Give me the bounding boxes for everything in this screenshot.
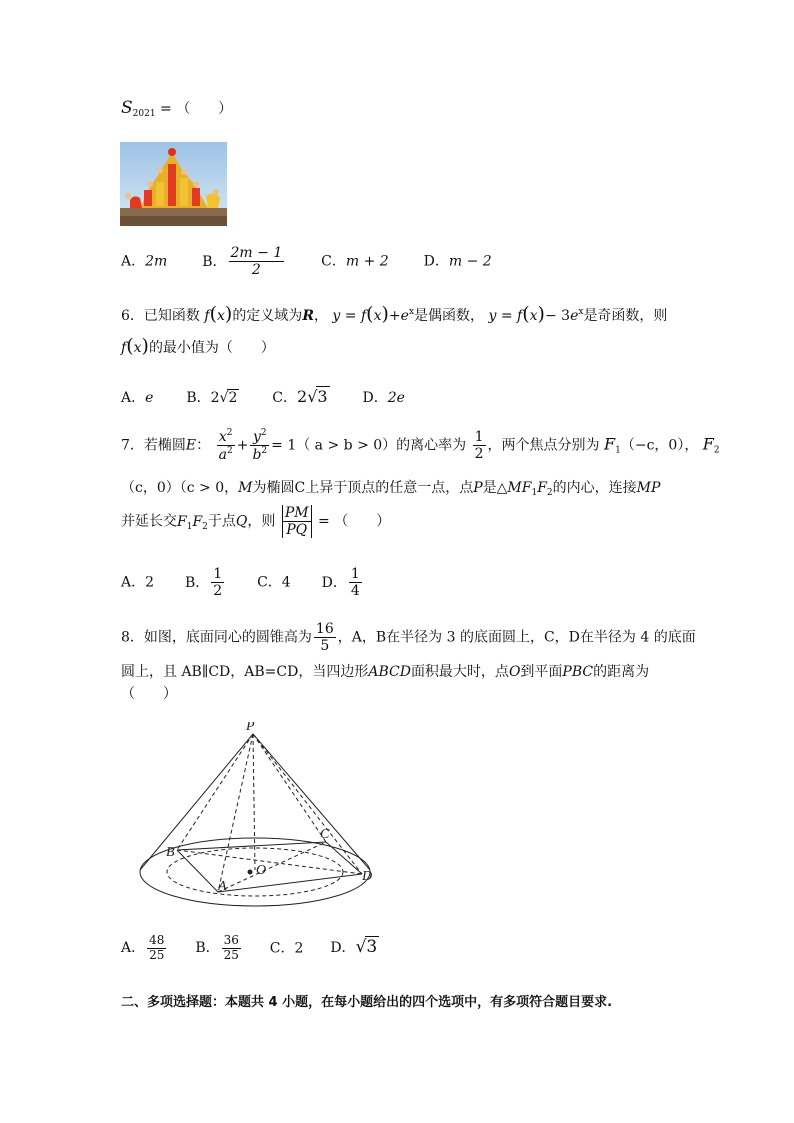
q6-option-c: C．2√3 xyxy=(272,387,328,406)
q5-option-c: C．m + 2 xyxy=(321,253,389,270)
q6-option-b: B．2√2 xyxy=(186,390,238,406)
q7-line3: 并延长交$F_1F_2$于点Q，则 $\frac{PM}{PQ}$ = （ ） xyxy=(121,505,391,539)
q6-option-d: D．2e xyxy=(362,390,405,406)
label-a: A xyxy=(218,879,227,894)
q8-line3: （ ） xyxy=(121,686,177,702)
q7-line2: （c，0）（c > 0，M为椭圆C上异于顶点的任意一点，点P是$\triangle MF_1F_2$的内心，连接MP xyxy=(121,480,661,498)
q8-line2: 圆上，且 AB∥CD，AB=CD，当四边形ABCD面积最大时，点O到平面PBC的距离为 xyxy=(121,664,650,680)
acrobatics-photo xyxy=(120,142,227,226)
q5-option-d: D．m − 2 xyxy=(423,253,492,270)
q6-line1: 6．已知函数 f(x)的定义域为R， $y = f(x)+e^x$是偶函数， $y = f(x)- 3e^x$是奇函数，则 xyxy=(121,303,668,325)
q8-options xyxy=(121,934,379,963)
q7-options xyxy=(121,566,364,599)
label-o: O xyxy=(256,863,267,878)
cone-right-edge xyxy=(253,734,370,870)
q6-options xyxy=(121,386,405,407)
cone-left-edge xyxy=(140,734,253,870)
q6-line2: f(x)的最小值为（ ） xyxy=(121,335,275,357)
s-subscript: 2021 xyxy=(132,109,156,119)
q5-blank: = （ ） xyxy=(155,101,233,117)
q8-option-a: A． $\frac{48}{25}$ xyxy=(121,933,165,962)
label-d: D xyxy=(362,869,373,884)
q5-stem xyxy=(121,98,232,119)
q5-option-a: A．2m xyxy=(121,253,168,270)
q5-option-b: B． $\frac{2m - 1}{2}$ xyxy=(202,245,283,279)
q7-line1: 7．若椭圆E： $\frac{x^2}{a^2}$ + $\frac{y^2}{b^2}$ = 1（ a > b > 0）的离心率为 $\frac{1}{2}$ ，两个焦点分别为 $F_1(-c$，0）， $F_2$ xyxy=(121,428,720,464)
s-symbol: S xyxy=(121,98,133,118)
q7-option-b: B． $\frac{1}{2}$ xyxy=(184,566,223,600)
q7-option-c: C．4 xyxy=(257,574,291,591)
cone-figure xyxy=(130,722,390,912)
q5-options xyxy=(121,245,492,278)
label-p: P xyxy=(246,722,255,734)
q8-option-b: B． $\frac{36}{25}$ xyxy=(195,933,239,962)
label-c: C xyxy=(320,827,330,842)
q6-option-a: A．e xyxy=(121,390,154,406)
q8-option-c: C．2 xyxy=(269,940,304,957)
section-2-heading: 二、多项选择题：本题共 4 小题，在每小题给出的四个选项中，有多项符合题目要求. xyxy=(121,995,613,1010)
q7-option-d: D． $\frac{1}{4}$ xyxy=(321,566,360,600)
q8-option-d: D．√3 xyxy=(330,937,378,958)
q8-line1: 8．如图，底面同心的圆锥高为 $\frac{16}{5}$ ，A，B在半径为 3 的底面圆上，C，D在半径为 4 的底面 xyxy=(121,621,696,655)
label-b: B xyxy=(166,845,175,860)
q7-option-a: A．2 xyxy=(121,574,155,591)
